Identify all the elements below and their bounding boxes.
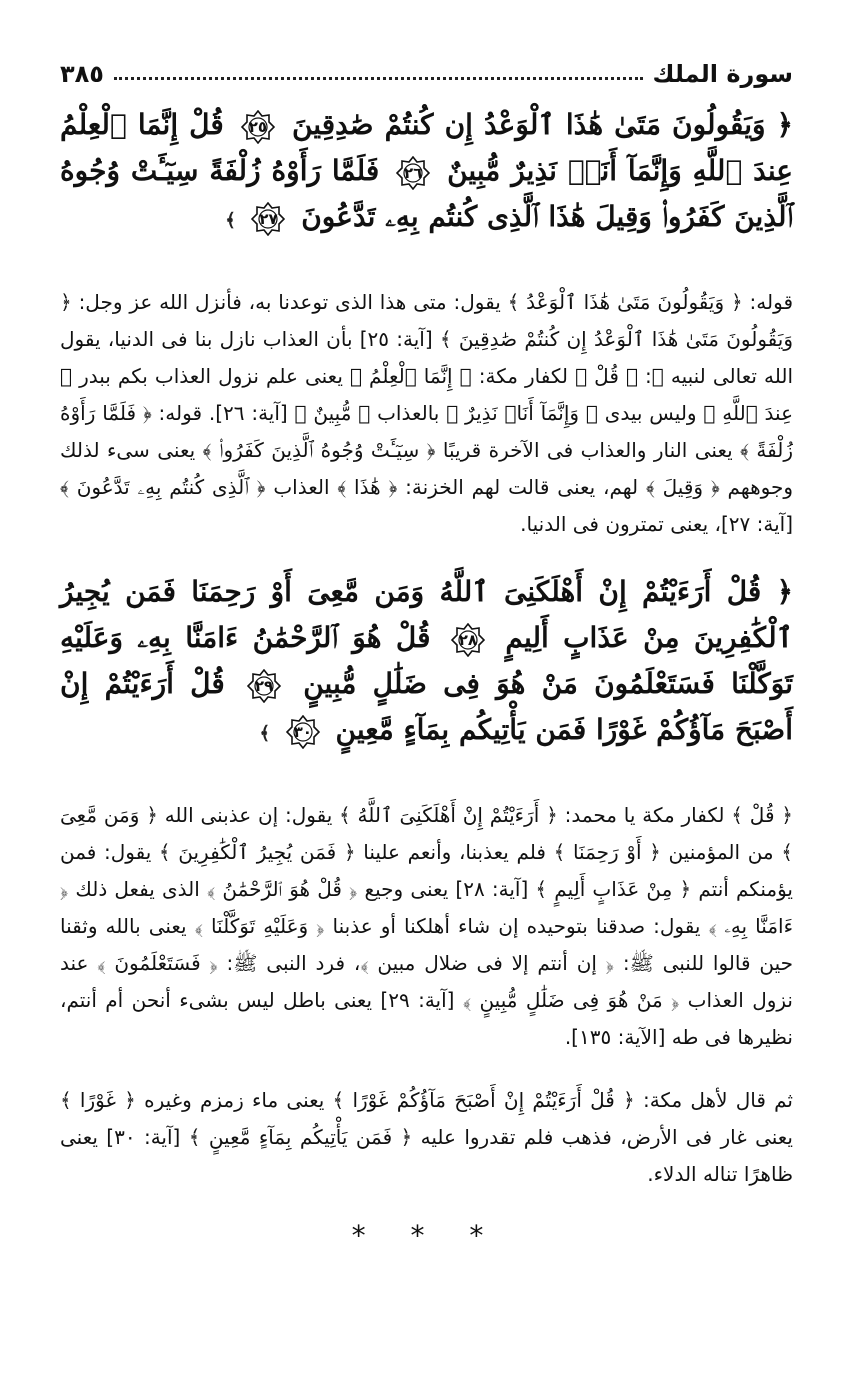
ayah-number: ٢٦	[404, 163, 423, 182]
page-number: ٣٨٥	[60, 60, 104, 88]
verse-29-text: قُلْ هُوَ ٱلرَّحْمَٰنُ ءَامَنَّا بِهِۦ وَعَلَيْهِ تَوَكَّلْنَا فَسَتَعْلَمُونَ مَنْ هُوَ فِى ضَلَٰلٍ مُّبِينٍ	[60, 621, 793, 700]
closing-bracket: ﴾	[259, 723, 270, 744]
ayah-number: ٣٠	[293, 722, 312, 741]
verse-25-text: ﴿ وَيَقُولُونَ مَتَىٰ هَٰذَا ٱلْوَعْدُ إِن كُنتُمْ صَٰدِقِينَ	[291, 108, 794, 141]
ayah-number: ٢٨	[458, 630, 478, 649]
verse-30-text: قُلْ أَرَءَيْتُمْ إِنْ أَصْبَحَ مَآؤُكُمْ غَوْرًا فَمَن يَأْتِيكُم بِمَآءٍ مَّعِينٍ	[60, 667, 793, 746]
commentary-paragraph-2: ﴿ قُلْ ﴾ لكفار مكة يا محمد: ﴿ أَرَءَيْتُمْ إِنْ أَهْلَكَنِىَ ٱللَّهُ ﴾ يقول: إن عذبنى الله ﴿ وَمَن مَّعِىَ ﴾ من المؤمنين ﴿ أَوْ رَحِمَنَا ﴾ فلم يعذبنا، وأنعم علينا ﴿ فَمَن يُجِيرُ ٱلْكَٰفِرِينَ ﴾ يقول: فمن يؤمنكم أنتم ﴿ مِنْ عَذَابٍ أَلِيمٍ ﴾ [آية: ٢٨] يعنى وجيع ﴿ قُلْ هُوَ ٱلرَّحْمَٰنُ ﴾ الذى يفعل ذلك ﴿ ءَامَنَّا بِهِۦ ﴾ يقول: صدقنا بتوحيده إن شاء أهلكنا أو عذبنا ﴿ وَعَلَيْهِ تَوَكَّلْنَا ﴾ يعنى بالله وثقنا حين قالوا للنبى ﷺ: ﴿ إن أنتم إلا فى ضلال مبين ﴾، فرد النبى ﷺ: ﴿ فَسَتَعْلَمُونَ ﴾ عند نزول العذاب ﴿ مَنْ هُوَ فِى ضَلَٰلٍ مُّبِينٍ ﴾ [آية: ٢٩] يعنى باطل ليس بشىء أنحن أم أنتم، نظيرها فى طه [الآية: ١٣٥].	[60, 803, 794, 1049]
verse-28-text: ﴿ قُلْ أَرَءَيْتُمْ إِنْ أَهْلَكَنِىَ ٱللَّهُ وَمَن مَّعِىَ أَوْ رَحِمَنَا فَمَن يُجِيرُ ٱلْكَٰفِرِينَ مِنْ عَذَابٍ أَلِيمٍ	[60, 575, 794, 654]
verse-26-text: قُلْ إِنَّمَا ٱلْعِلْمُ عِندَ ٱللَّهِ وَإِنَّمَآ أَنَا۠ نَذِيرٌ مُّبِينٌ	[60, 108, 793, 187]
surah-title: سورة الملك	[652, 60, 793, 88]
ayah-number: ٢٥	[248, 117, 268, 136]
ayah-marker-icon	[286, 715, 320, 749]
section-divider: * * *	[351, 1219, 502, 1252]
ayah-marker-icon	[451, 623, 485, 657]
ayah-marker-icon	[247, 669, 281, 703]
ayah-number: ٢٧	[259, 209, 278, 228]
running-header	[60, 52, 793, 88]
quran-verses-28-30	[60, 569, 793, 757]
verse-27-text: فَلَمَّا رَأَوْهُ زُلْفَةً سِيٓـَٔتْ وُجُوهُ ٱلَّذِينَ كَفَرُوا۟ وَقِيلَ هَٰذَا ٱلَّذِى كُنتُم بِهِۦ تَدَّعُونَ	[60, 154, 793, 233]
commentary-paragraph-1: قوله: ﴿ وَيَقُولُونَ مَتَىٰ هَٰذَا ٱلْوَعْدُ ﴾ يقول: متى هذا الذى توعدنا به، فأنزل الله عز وجل: ﴿ وَيَقُولُونَ مَتَىٰ هَٰذَا ٱلْوَعْدُ إِن كُنتُمْ صَٰدِقِينَ ﴾ [آية: ٢٥] بأن العذاب نازل بنا فى الدنيا، يقول الله تعالى لنبيه ﷺ: ﴿ قُلْ ﴾ لكفار مكة: ﴿ إِنَّمَا ٱلْعِلْمُ ﴾ يعنى علم نزول العذاب بكم ببدر ﴿ عِندَ ٱللَّهِ ﴾ وليس بيدى ﴿ وَإِنَّمَآ أَنَا۠ نَذِيرٌ ﴾ بالعذاب ﴿ مُّبِينٌ ﴾ [آية: ٢٦]. قوله: ﴿ فَلَمَّا رَأَوْهُ زُلْفَةً ﴾ يعنى النار والعذاب فى الآخرة قريبًا ﴿ سِيٓـَٔتْ وُجُوهُ ٱلَّذِينَ كَفَرُوا۟ ﴾ يعنى سىء لذلك وجوههم ﴿ وَقِيلَ ﴾ لهم، يعنى قالت لهم الخزنة: ﴿ هَٰذَا ﴾ العذاب ﴿ ٱلَّذِى كُنتُم بِهِۦ تَدَّعُونَ ﴾ [آية: ٢٧]، يعنى تمترون فى الدنيا.	[60, 290, 793, 536]
ayah-number: ٢٩	[254, 676, 274, 695]
ayah-marker-icon	[251, 202, 285, 236]
commentary-paragraph-3: ثم قال لأهل مكة: ﴿ قُلْ أَرَءَيْتُمْ إِنْ أَصْبَحَ مَآؤُكُمْ غَوْرًا ﴾ يعنى ماء زمزم وغيره ﴿ غَوْرًا ﴾ يعنى غار فى الأرض، فذهب فلم تقدروا عليه ﴿ فَمَن يَأْتِيكُم بِمَآءٍ مَّعِينٍ ﴾ [آية: ٣٠] يعنى ظاهرًا تناله الدلاء.	[60, 1088, 793, 1186]
header-dotted-leader	[114, 77, 643, 80]
quran-verses-25-27	[60, 102, 793, 244]
closing-bracket: ﴾	[225, 210, 236, 231]
ayah-marker-icon	[396, 156, 430, 190]
ayah-marker-icon	[241, 110, 275, 144]
